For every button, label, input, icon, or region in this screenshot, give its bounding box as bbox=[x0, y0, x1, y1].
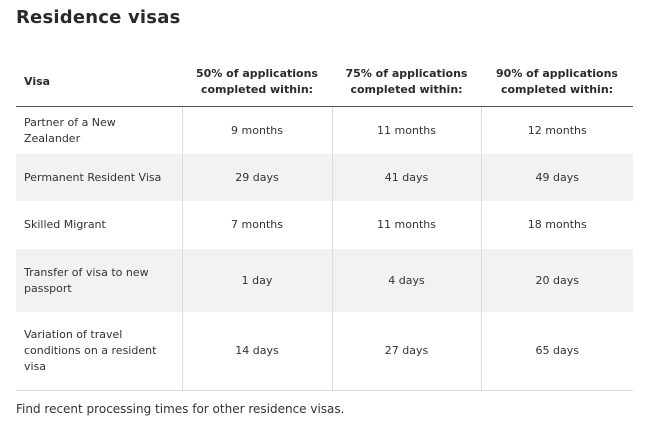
header-50-percent: 50% of applications completed within: bbox=[182, 58, 332, 107]
header-90-percent: 90% of applications completed within: bbox=[481, 58, 633, 107]
header-visa: Visa bbox=[16, 58, 182, 107]
table-row bbox=[16, 201, 633, 249]
p90-cell: 65 days bbox=[481, 312, 633, 391]
p75-cell: 11 months bbox=[332, 107, 481, 155]
processing-times-table bbox=[16, 58, 633, 391]
p90-cell: 18 months bbox=[481, 201, 633, 249]
visa-name-cell: Skilled Migrant bbox=[24, 218, 106, 231]
footnote-text: Find recent processing times for other residence visas. bbox=[16, 402, 345, 416]
p90-cell: 49 days bbox=[481, 154, 633, 201]
table-row bbox=[16, 312, 633, 391]
p75-cell: 4 days bbox=[332, 249, 481, 312]
visa-name-cell: Variation of travel conditions on a resident visa bbox=[16, 312, 182, 391]
p50-cell: 9 months bbox=[182, 107, 332, 155]
visa-name-cell: Partner of a New Zealander bbox=[24, 115, 116, 145]
table-row bbox=[16, 154, 633, 201]
table-body bbox=[16, 107, 633, 391]
p75-cell: 11 months bbox=[332, 201, 481, 249]
p50-cell: 14 days bbox=[182, 312, 332, 391]
p75-cell: 27 days bbox=[332, 312, 481, 391]
p50-cell: 1 day bbox=[182, 249, 332, 312]
visa-name-cell: Transfer of visa to new passport bbox=[16, 249, 182, 312]
header-75-percent: 75% of applications completed within: bbox=[332, 58, 481, 107]
p90-cell: 12 months bbox=[481, 107, 633, 155]
header-row bbox=[16, 58, 633, 107]
table-header bbox=[16, 58, 633, 107]
table-row bbox=[16, 107, 633, 155]
p50-cell: 29 days bbox=[182, 154, 332, 201]
visa-name-cell: Permanent Resident Visa bbox=[16, 154, 182, 201]
table-row bbox=[16, 249, 633, 312]
page-title: Residence visas bbox=[16, 7, 181, 28]
p90-cell: 20 days bbox=[481, 249, 633, 312]
p50-cell: 7 months bbox=[182, 201, 332, 249]
p75-cell: 41 days bbox=[332, 154, 481, 201]
